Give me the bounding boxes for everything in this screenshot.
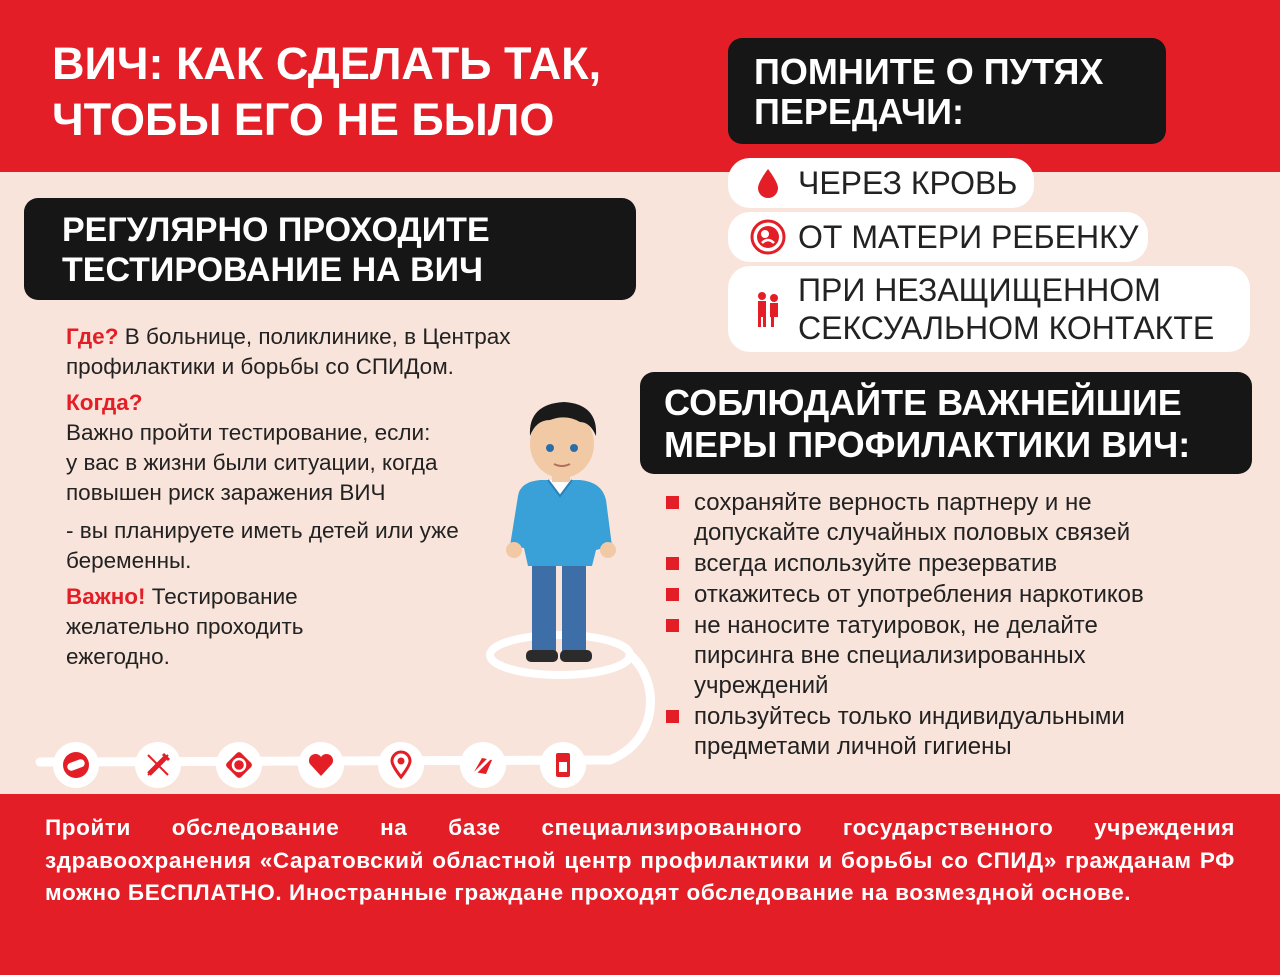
where-label: Где? bbox=[66, 324, 119, 349]
prevention-item-text: пользуйтесь только индивидуальными предметами личной гигиены bbox=[694, 703, 1125, 760]
bullet-square-icon bbox=[666, 588, 679, 601]
route-item-label-line1: ПРИ НЕЗАЩИЩЕННОМ bbox=[798, 272, 1161, 308]
route-item-label: ОТ МАТЕРИ РЕБЕНКУ bbox=[798, 219, 1139, 255]
route-item-label bbox=[798, 271, 1214, 347]
person-illustration bbox=[500, 396, 630, 676]
important-label: Важно! bbox=[66, 584, 146, 609]
bullet-square-icon bbox=[666, 619, 679, 632]
page-title-line1: ВИЧ: КАК СДЕЛАТЬ ТАК, bbox=[52, 38, 602, 89]
page-title bbox=[52, 36, 601, 148]
prevention-item bbox=[666, 549, 1246, 579]
blood-drop-icon bbox=[750, 165, 786, 201]
route-item-blood bbox=[728, 158, 1034, 208]
when-text-1: Важно пройти тестирование, если: bbox=[66, 420, 431, 445]
prevention-item bbox=[666, 702, 1194, 762]
where-paragraph bbox=[66, 322, 596, 382]
important-paragraph bbox=[66, 582, 366, 672]
prevention-item-text: не наносите татуировок, не делайте пирсинга вне специализированных учреждений bbox=[694, 612, 1098, 699]
prevention-list bbox=[666, 488, 1246, 763]
route-item-mother bbox=[728, 212, 1148, 262]
pill-icon bbox=[53, 742, 99, 788]
test-tube-icon bbox=[540, 742, 586, 788]
prevention-item-text: всегда используйте презерватив bbox=[694, 550, 1058, 577]
prevention-heading-line2: МЕРЫ ПРОФИЛАКТИКИ ВИЧ: bbox=[664, 424, 1191, 465]
bullet-square-icon bbox=[666, 710, 679, 723]
routes-heading bbox=[728, 38, 1166, 144]
route-item-label: ЧЕРЕЗ КРОВЬ bbox=[798, 165, 1018, 201]
routes-heading-line1: ПОМНИТЕ О ПУТЯХ bbox=[754, 51, 1104, 92]
couple-icon bbox=[750, 291, 786, 327]
prevention-item bbox=[666, 488, 1194, 548]
route-item-sexual bbox=[728, 266, 1250, 352]
bullet-square-icon bbox=[666, 557, 679, 570]
where-text: В больнице, поликлинике, в Центрах профилактики и борьбы со СПИДом. bbox=[66, 324, 511, 379]
no-syringe-icon bbox=[135, 742, 181, 788]
when-label: Когда? bbox=[66, 390, 143, 415]
testing-heading bbox=[24, 198, 636, 300]
testing-heading-line2: ТЕСТИРОВАНИЕ НА ВИЧ bbox=[62, 251, 483, 289]
condom-icon bbox=[216, 742, 262, 788]
prevention-item-text: сохраняйте верность партнеру и не допускайте случайных половых связей bbox=[694, 489, 1131, 546]
page-title-line2: ЧТОБЫ ЕГО НЕ БЫЛО bbox=[52, 94, 555, 145]
testing-heading-line1: РЕГУЛЯРНО ПРОХОДИТЕ bbox=[62, 211, 490, 249]
prevention-heading bbox=[640, 372, 1252, 474]
footer-text: Пройти обследование на базе специализированного государственного учреждения здравоохранения «Саратовский областной центр профилактики и борьбы со СПИД» гражданам РФ можно БЕСПЛАТНО. Иностранные граждане проходят обследование на возмездной основе. bbox=[45, 815, 1235, 905]
important-text: Тестирование желательно проходить ежегодно. bbox=[66, 584, 304, 669]
prevention-heading-line1: СОБЛЮДАЙТЕ ВАЖНЕЙШИЕ bbox=[664, 382, 1182, 423]
mother-child-icon bbox=[750, 219, 786, 255]
no-tattoo-icon bbox=[460, 742, 506, 788]
when-text-2: у вас в жизни были ситуации, когда повышен риск заражения ВИЧ bbox=[66, 450, 438, 505]
when-text-3: - вы планируете иметь детей или уже беременны. bbox=[66, 518, 459, 573]
prevention-item bbox=[666, 611, 1174, 701]
routes-heading-line2: ПЕРЕДАЧИ: bbox=[754, 91, 964, 132]
heart-icon bbox=[298, 742, 344, 788]
bullet-square-icon bbox=[666, 496, 679, 509]
location-pin-icon bbox=[378, 742, 424, 788]
prevention-item-text: откажитесь от употребления наркотиков bbox=[694, 581, 1144, 608]
prevention-item bbox=[666, 580, 1246, 610]
route-item-label-line2: СЕКСУАЛЬНОМ КОНТАКТЕ bbox=[798, 310, 1215, 346]
